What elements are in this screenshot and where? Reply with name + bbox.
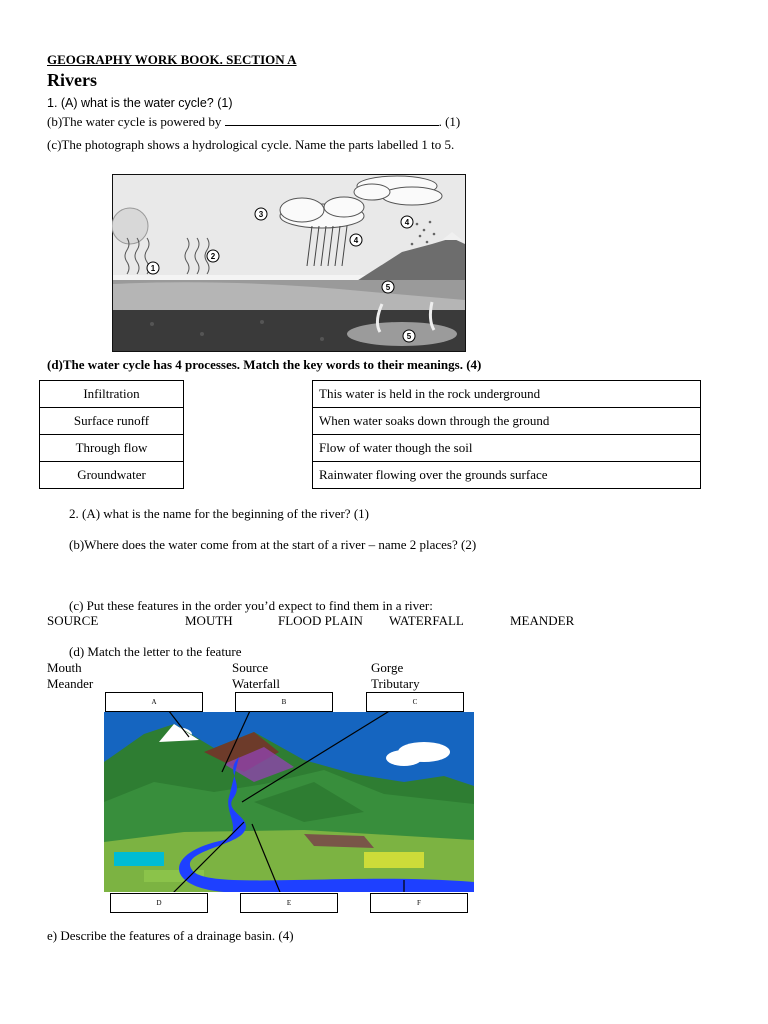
feature-flood-plain: FLOOD PLAIN: [278, 613, 363, 628]
diagram-number: 3: [258, 210, 264, 219]
label-box-b[interactable]: B: [235, 692, 333, 712]
label-box-f[interactable]: F: [370, 893, 468, 913]
question-1d: (d)The water cycle has 4 processes. Match the key words to their meanings. (4): [47, 357, 482, 372]
answer-blank[interactable]: [225, 114, 439, 126]
question-2d: (d) Match the letter to the feature: [69, 644, 242, 659]
meanings-table: [312, 380, 701, 489]
diagram-number: 2: [210, 252, 216, 261]
workbook-title: GEOGRAPHY WORK BOOK. SECTION A: [47, 52, 297, 67]
term-gorge: Gorge: [371, 660, 404, 675]
keyword-cell[interactable]: Groundwater: [40, 462, 184, 489]
label-box-a[interactable]: A: [105, 692, 203, 712]
diagram-number: 4: [353, 236, 359, 245]
question-2a: 2. (A) what is the name for the beginning of the river? (1): [69, 506, 369, 521]
term-meander: Meander: [47, 676, 94, 691]
keyword-cell[interactable]: Infiltration: [40, 381, 184, 408]
diagram-number: 4: [404, 218, 410, 227]
meaning-cell[interactable]: Rainwater flowing over the grounds surface: [313, 462, 701, 489]
label-box-d[interactable]: D: [110, 893, 208, 913]
keyword-cell[interactable]: Through flow: [40, 435, 184, 462]
diagram-number: 5: [406, 332, 412, 341]
meaning-cell[interactable]: Flow of water though the soil: [313, 435, 701, 462]
label-box-e[interactable]: E: [240, 893, 338, 913]
water-cycle-diagram: [112, 174, 466, 352]
section-heading: Rivers: [47, 70, 97, 90]
meaning-cell[interactable]: This water is held in the rock underground: [313, 381, 701, 408]
diagram-number: 5: [385, 283, 391, 292]
term-tributary: Tributary: [371, 676, 420, 691]
question-2e: e) Describe the features of a drainage basin. (4): [47, 928, 294, 943]
keyword-cell[interactable]: Surface runoff: [40, 408, 184, 435]
question-1b: [47, 114, 460, 130]
question-1b-marks: . (1): [438, 114, 461, 129]
meaning-cell[interactable]: When water soaks down through the ground: [313, 408, 701, 435]
feature-source: SOURCE: [47, 613, 99, 628]
question-2b: (b)Where does the water come from at the start of a river – name 2 places? (2): [69, 537, 477, 552]
label-box-c[interactable]: C: [366, 692, 464, 712]
term-waterfall: Waterfall: [232, 676, 281, 691]
term-mouth: Mouth: [47, 660, 82, 675]
question-1c: (c)The photograph shows a hydrological cycle. Name the parts labelled 1 to 5.: [47, 137, 455, 152]
feature-meander: MEANDER: [510, 613, 575, 628]
river-landscape-diagram: [104, 712, 474, 892]
question-1b-text: (b)The water cycle is powered by: [47, 114, 222, 129]
keywords-table: [39, 380, 184, 489]
feature-waterfall: WATERFALL: [389, 613, 464, 628]
diagram-number: 1: [150, 264, 156, 273]
term-source: Source: [232, 660, 269, 675]
feature-mouth: MOUTH: [185, 613, 233, 628]
question-2c: (c) Put these features in the order you’d expect to find them in a river:: [69, 598, 433, 613]
question-1a: 1. (A) what is the water cycle? (1): [47, 96, 233, 110]
